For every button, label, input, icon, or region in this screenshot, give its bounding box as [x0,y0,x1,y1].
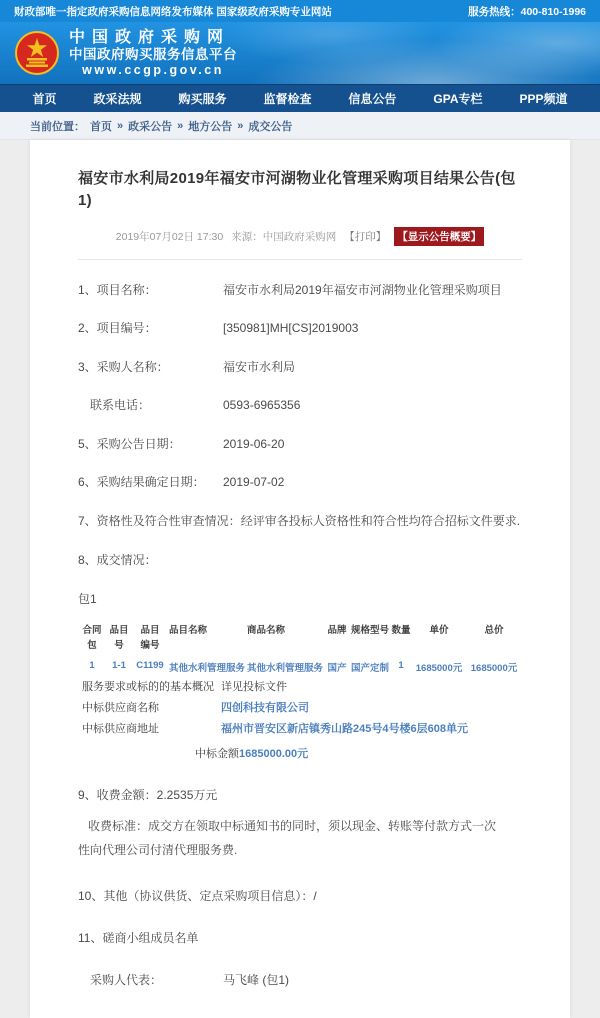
col-item-code: 品目 编号 [140,625,160,651]
nav-item-gpa[interactable]: GPA专栏 [433,92,483,106]
detail-value: 详见投标文件 [221,680,287,693]
site-banner [0,22,600,84]
field-label: 5、采购公告日期： [78,436,181,451]
topbar-slogan: 财政部唯一指定政府采购信息网络发布媒体 国家级政府采购专业网站 [14,5,332,18]
site-name: 中国政府采购网 [69,29,231,47]
col-contract-package: 合同 包 [82,625,102,651]
site-subtitle: 中国政府购买服务信息平台 [69,47,237,63]
field-contact-phone [78,398,522,414]
field-value: 2019-06-20 [223,436,285,451]
breadcrumb-separator: » [177,119,184,132]
cell-spec-model: 国产定制 [351,662,390,674]
award-amount-label: 中标金额 [195,747,239,760]
rep-value: 马飞峰 (包1) [223,972,290,987]
field-purchaser-name [78,360,522,376]
award-result-table [78,623,522,675]
table-data-row [78,654,522,675]
field-value: 福安市水利局 [223,359,296,374]
field-label: 联系电话： [90,398,151,413]
cell-product-name: 其他水利管理服务 [247,662,324,674]
logo-text [69,29,237,76]
col-spec-model: 规格型号 [351,625,390,637]
show-summary-button[interactable]: 【显示公告概要】 [394,227,484,246]
cell-contract-package: 1 [89,659,95,671]
cell-brand: 国产 [327,662,347,674]
field-value: 2019-07-02 [223,475,285,490]
col-quantity: 数量 [391,625,411,637]
award-amount-row [195,745,522,761]
section-fee-detail: 收费标准：成交方在领取中标通知书的同时，须以现金、转账等付款方式一次性向代理公司付清代理服务费. [78,818,497,857]
breadcrumb-award-notices[interactable]: 成交公告 [248,120,293,133]
cell-item-no: 1-1 [112,659,126,671]
topbar [0,0,600,22]
breadcrumb-separator: » [117,119,124,132]
page-title: 福安市水利局2019年福安市河湖物业化管理采购项目结果公告(包1) [78,170,516,209]
field-project-name [78,283,522,299]
field-value: 0593-6965356 [223,398,301,413]
field-award-situation [78,553,522,569]
hotline-text: 服务热线：400-810-1996 [468,5,586,18]
field-label: 1、项目名称： [78,282,157,297]
nav-item-announcements[interactable]: 信息公告 [348,92,397,106]
cell-total-price: 1685000元 [470,662,518,674]
detail-supplier-name [78,701,522,717]
nav-item-regulations[interactable]: 政采法规 [93,92,142,106]
breadcrumb-label: 当前位置： [30,120,85,133]
field-value: 经评审各投标人资格性和符合性均符合招标文件要求. [240,514,521,529]
col-item-no: 品目 号 [109,625,129,651]
site-url: www.ccgp.gov.cn [82,62,224,77]
supplier-name-link[interactable]: 四创科技有限公司 [221,701,309,714]
breadcrumb-home[interactable]: 首页 [90,120,112,133]
col-unit-price: 单价 [429,625,449,637]
breadcrumb-local-notices[interactable]: 地方公告 [188,120,233,133]
field-value: [350981]MH[CS]2019003 [223,321,359,336]
section-other: 10、其他（协议供货、定点采购项目信息）：/ [78,888,317,903]
breadcrumb [0,112,600,140]
article-source: 来源：中国政府采购网 [231,230,337,243]
nav-item-home[interactable]: 首页 [32,92,57,106]
section-committee-heading: 11、磋商小组成员名单 [78,930,199,945]
field-announcement-date [78,437,522,453]
field-label: 8、成交情况： [78,552,157,567]
col-product-name: 商品名称 [247,625,286,637]
detail-supplier-address [78,722,522,738]
detail-label: 服务要求或标的的基本概况 [82,680,214,693]
field-label: 3、采购人名称： [78,359,169,374]
table-header-row [78,623,522,654]
col-total-price: 总价 [484,625,504,637]
award-amount-value: 1685000.00元 [239,747,309,760]
field-project-number [78,321,522,337]
field-label: 7、资格性及符合性审查情况： [78,514,241,529]
main-nav [0,84,600,112]
article-meta [78,227,522,246]
national-emblem-icon [14,30,60,76]
field-label: 6、采购结果确定日期： [78,475,205,490]
rep-label: 采购人代表： [90,972,163,987]
nav-item-ppp[interactable]: PPP频道 [519,92,568,106]
cell-item-name: 其他水利管理服务 [169,662,246,674]
field-value: 福安市水利局2019年福安市河湖物业化管理采购项目 [223,282,502,297]
breadcrumb-procurement-notices[interactable]: 政采公告 [128,120,173,133]
publish-datetime: 2019年07月02日 17:30 [115,230,224,243]
col-item-name: 品目名称 [169,625,208,637]
package-label: 包1 [78,592,97,607]
content-panel [30,140,570,1018]
col-brand: 品牌 [327,625,347,637]
detail-label: 中标供应商名称 [82,701,159,714]
nav-item-purchase-services[interactable]: 购买服务 [178,92,227,106]
field-label: 2、项目编号： [78,321,157,336]
site-logo[interactable] [14,29,237,76]
cell-item-code: C1199 [136,659,164,671]
detail-label: 中标供应商地址 [82,722,159,735]
cell-quantity: 1 [398,659,404,671]
detail-service-requirements [78,680,522,696]
field-qualification-review [78,514,522,530]
title-divider [78,259,522,260]
breadcrumb-separator: » [237,119,244,132]
field-result-date [78,475,522,491]
nav-item-supervision[interactable]: 监督检查 [263,92,312,106]
supplier-address-link[interactable]: 福州市晋安区新店镇秀山路245号4号楼6层608单元 [221,722,468,735]
cell-unit-price: 1685000元 [415,662,463,674]
print-button[interactable]: 【打印】 [344,230,387,243]
purchaser-representative-row [78,971,522,988]
section-fee-heading: 9、收费金额：2.2535万元 [78,787,218,802]
